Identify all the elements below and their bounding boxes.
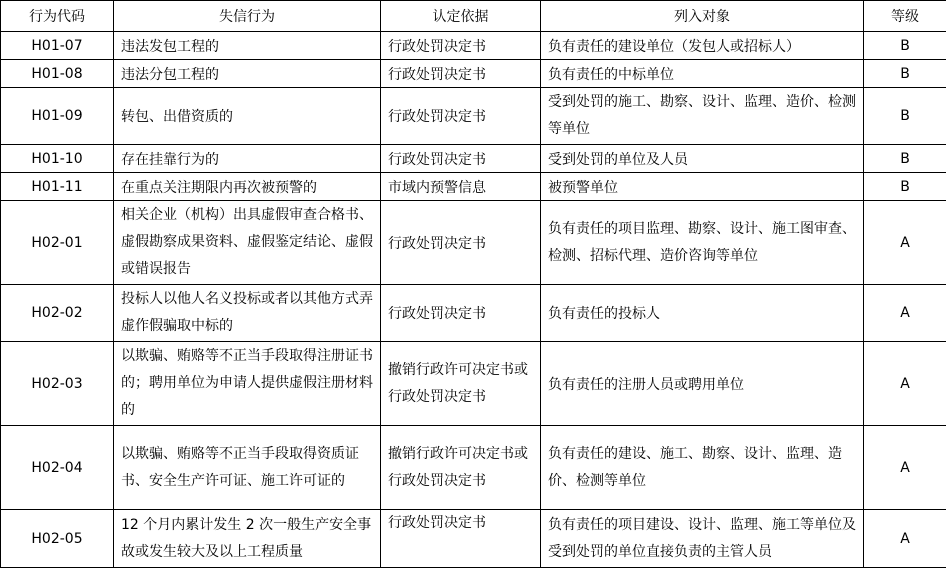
table-row bbox=[1, 88, 946, 145]
cell-basis: 行政处罚决定书 bbox=[381, 201, 541, 285]
cell-behavior: 违法发包工程的 bbox=[114, 32, 381, 60]
cell-basis: 撤销行政许可决定书或行政处罚决定书 bbox=[381, 342, 541, 426]
cell-code: H01-07 bbox=[1, 32, 114, 60]
table-row bbox=[1, 145, 946, 173]
cell-basis: 行政处罚决定书 bbox=[381, 88, 541, 145]
cell-target: 被预警单位 bbox=[541, 173, 864, 201]
cell-grade: B bbox=[864, 173, 946, 201]
cell-grade: A bbox=[864, 510, 946, 568]
cell-behavior: 以欺骗、贿赂等不正当手段取得注册证书的；聘用单位为申请人提供虚假注册材料的 bbox=[114, 342, 381, 426]
table-row bbox=[1, 173, 946, 201]
cell-code: H01-11 bbox=[1, 173, 114, 201]
cell-grade: B bbox=[864, 88, 946, 145]
cell-code: H01-08 bbox=[1, 60, 114, 88]
cell-grade: B bbox=[864, 32, 946, 60]
cell-code: H02-04 bbox=[1, 426, 114, 510]
cell-target: 负有责任的项目建设、设计、监理、施工等单位及受到处罚的单位直接负责的主管人员 bbox=[541, 510, 864, 568]
cell-grade: A bbox=[864, 426, 946, 510]
cell-basis: 行政处罚决定书 bbox=[381, 32, 541, 60]
cell-behavior: 投标人以他人名义投标或者以其他方式弄虚作假骗取中标的 bbox=[114, 285, 381, 342]
cell-behavior: 相关企业（机构）出具虚假审查合格书、虚假勘察成果资料、虚假鉴定结论、虚假或错误报告 bbox=[114, 201, 381, 285]
cell-grade: B bbox=[864, 145, 946, 173]
header-behavior: 失信行为 bbox=[114, 1, 381, 32]
cell-code: H01-09 bbox=[1, 88, 114, 145]
cell-target: 负有责任的建设、施工、勘察、设计、监理、造价、检测等单位 bbox=[541, 426, 864, 510]
cell-code: H02-01 bbox=[1, 201, 114, 285]
cell-behavior: 违法分包工程的 bbox=[114, 60, 381, 88]
table-row bbox=[1, 285, 946, 342]
cell-basis: 市域内预警信息 bbox=[381, 173, 541, 201]
cell-grade: A bbox=[864, 342, 946, 426]
cell-grade: A bbox=[864, 285, 946, 342]
header-target: 列入对象 bbox=[541, 1, 864, 32]
cell-target: 负有责任的注册人员或聘用单位 bbox=[541, 342, 864, 426]
cell-grade: A bbox=[864, 201, 946, 285]
cell-behavior: 在重点关注期限内再次被预警的 bbox=[114, 173, 381, 201]
cell-basis: 行政处罚决定书 bbox=[381, 510, 541, 568]
header-basis: 认定依据 bbox=[381, 1, 541, 32]
header-grade: 等级 bbox=[864, 1, 946, 32]
table-row bbox=[1, 201, 946, 285]
cell-behavior: 存在挂靠行为的 bbox=[114, 145, 381, 173]
table-row bbox=[1, 32, 946, 60]
table-row bbox=[1, 510, 946, 568]
cell-grade: B bbox=[864, 60, 946, 88]
table-row bbox=[1, 342, 946, 426]
cell-target: 负有责任的投标人 bbox=[541, 285, 864, 342]
cell-code: H02-03 bbox=[1, 342, 114, 426]
table-row bbox=[1, 426, 946, 510]
header-row bbox=[1, 1, 946, 32]
cell-code: H02-02 bbox=[1, 285, 114, 342]
cell-target: 负有责任的建设单位（发包人或招标人） bbox=[541, 32, 864, 60]
header-code: 行为代码 bbox=[1, 1, 114, 32]
cell-basis: 撤销行政许可决定书或行政处罚决定书 bbox=[381, 426, 541, 510]
cell-behavior: 12 个月内累计发生 2 次一般生产安全事故或发生较大及以上工程质量 bbox=[114, 510, 381, 568]
cell-basis: 行政处罚决定书 bbox=[381, 285, 541, 342]
cell-target: 负有责任的项目监理、勘察、设计、施工图审查、检测、招标代理、造价咨询等单位 bbox=[541, 201, 864, 285]
cell-target: 负有责任的中标单位 bbox=[541, 60, 864, 88]
cell-behavior: 以欺骗、贿赂等不正当手段取得资质证书、安全生产许可证、施工许可证的 bbox=[114, 426, 381, 510]
cell-code: H02-05 bbox=[1, 510, 114, 568]
cell-basis: 行政处罚决定书 bbox=[381, 145, 541, 173]
cell-basis: 行政处罚决定书 bbox=[381, 60, 541, 88]
cell-code: H01-10 bbox=[1, 145, 114, 173]
cell-behavior: 转包、出借资质的 bbox=[114, 88, 381, 145]
cell-target: 受到处罚的单位及人员 bbox=[541, 145, 864, 173]
table-row bbox=[1, 60, 946, 88]
cell-target: 受到处罚的施工、勘察、设计、监理、造价、检测等单位 bbox=[541, 88, 864, 145]
